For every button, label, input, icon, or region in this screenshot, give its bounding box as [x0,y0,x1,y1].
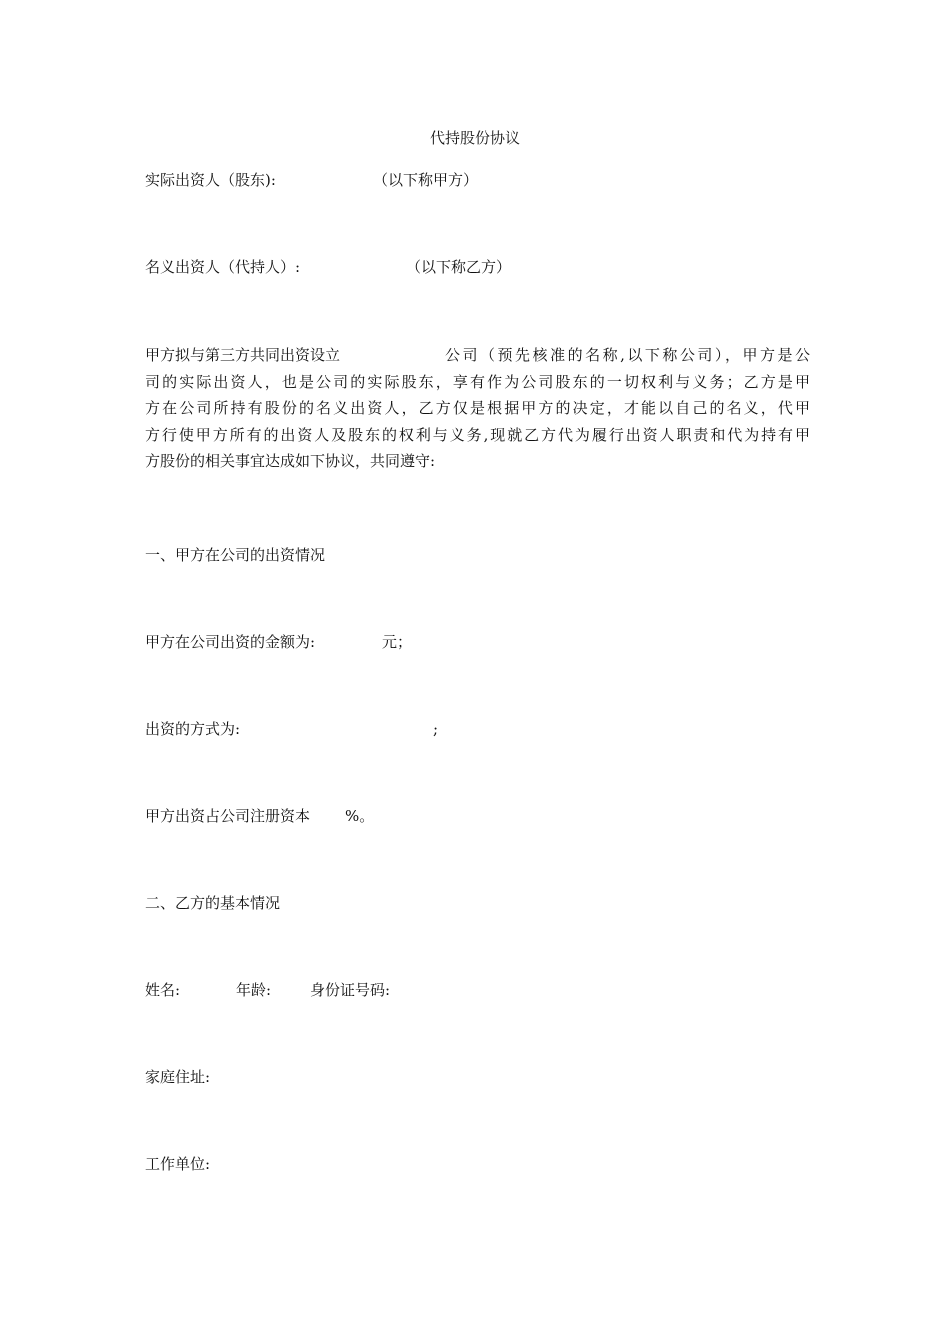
party-a-line [145,169,810,191]
preamble-line-1-rest: 公司（预先核准的名称,以下称公司），甲方是公 [445,346,810,364]
investment-amount-label: 甲方在公司出资的金额为: [145,633,316,651]
party-a-label: 实际出资人（股东): [145,171,276,189]
preamble-paragraph [145,342,810,475]
investment-ratio-unit: %。 [345,807,375,825]
investment-amount-unit: 元； [382,633,413,651]
investment-method-end: ; [433,720,439,738]
preamble-line-4: 方行使甲方所有的出资人及股东的权利与义务,现就乙方代为履行出资人职责和代为持有甲 [145,425,810,444]
preamble-line-1-start: 甲方拟与第三方共同出资设立 [145,346,341,364]
investment-ratio-label: 甲方出资占公司注册资本 [145,807,311,825]
name-label: 姓名: [145,981,181,999]
preamble-line-1 [145,342,810,369]
investment-method-label: 出资的方式为: [145,720,241,738]
home-address-label: 家庭住址: [145,1068,211,1086]
workplace-label: 工作单位: [145,1155,211,1173]
party-b-suffix: （以下称乙方） [406,258,512,276]
section-2-heading: 二、乙方的基本情况 [145,894,281,912]
investment-ratio-line [145,805,810,827]
party-b-line [145,256,810,278]
section-1-heading: 一、甲方在公司的出资情况 [145,546,326,564]
document-title: 代持股份协议 [429,129,520,147]
preamble-line-2: 司的实际出资人，也是公司的实际股东，享有作为公司股东的一切权利与义务；乙方是甲 [145,372,810,391]
preamble-line-5: 方股份的相关事宜达成如下协议，共同遵守: [145,452,436,470]
preamble-line-3: 方在公司所持有股份的名义出资人，乙方仅是根据甲方的决定，才能以自己的名义，代甲 [145,399,810,417]
party-b-identity-line [145,979,810,1001]
age-label: 年龄: [236,981,272,999]
id-number-label: 身份证号码: [310,981,391,999]
investment-amount-line [145,631,810,653]
party-b-label: 名义出资人（代持人）: [145,258,301,276]
investment-method-line [145,718,810,740]
party-a-suffix: （以下称甲方） [373,171,479,189]
